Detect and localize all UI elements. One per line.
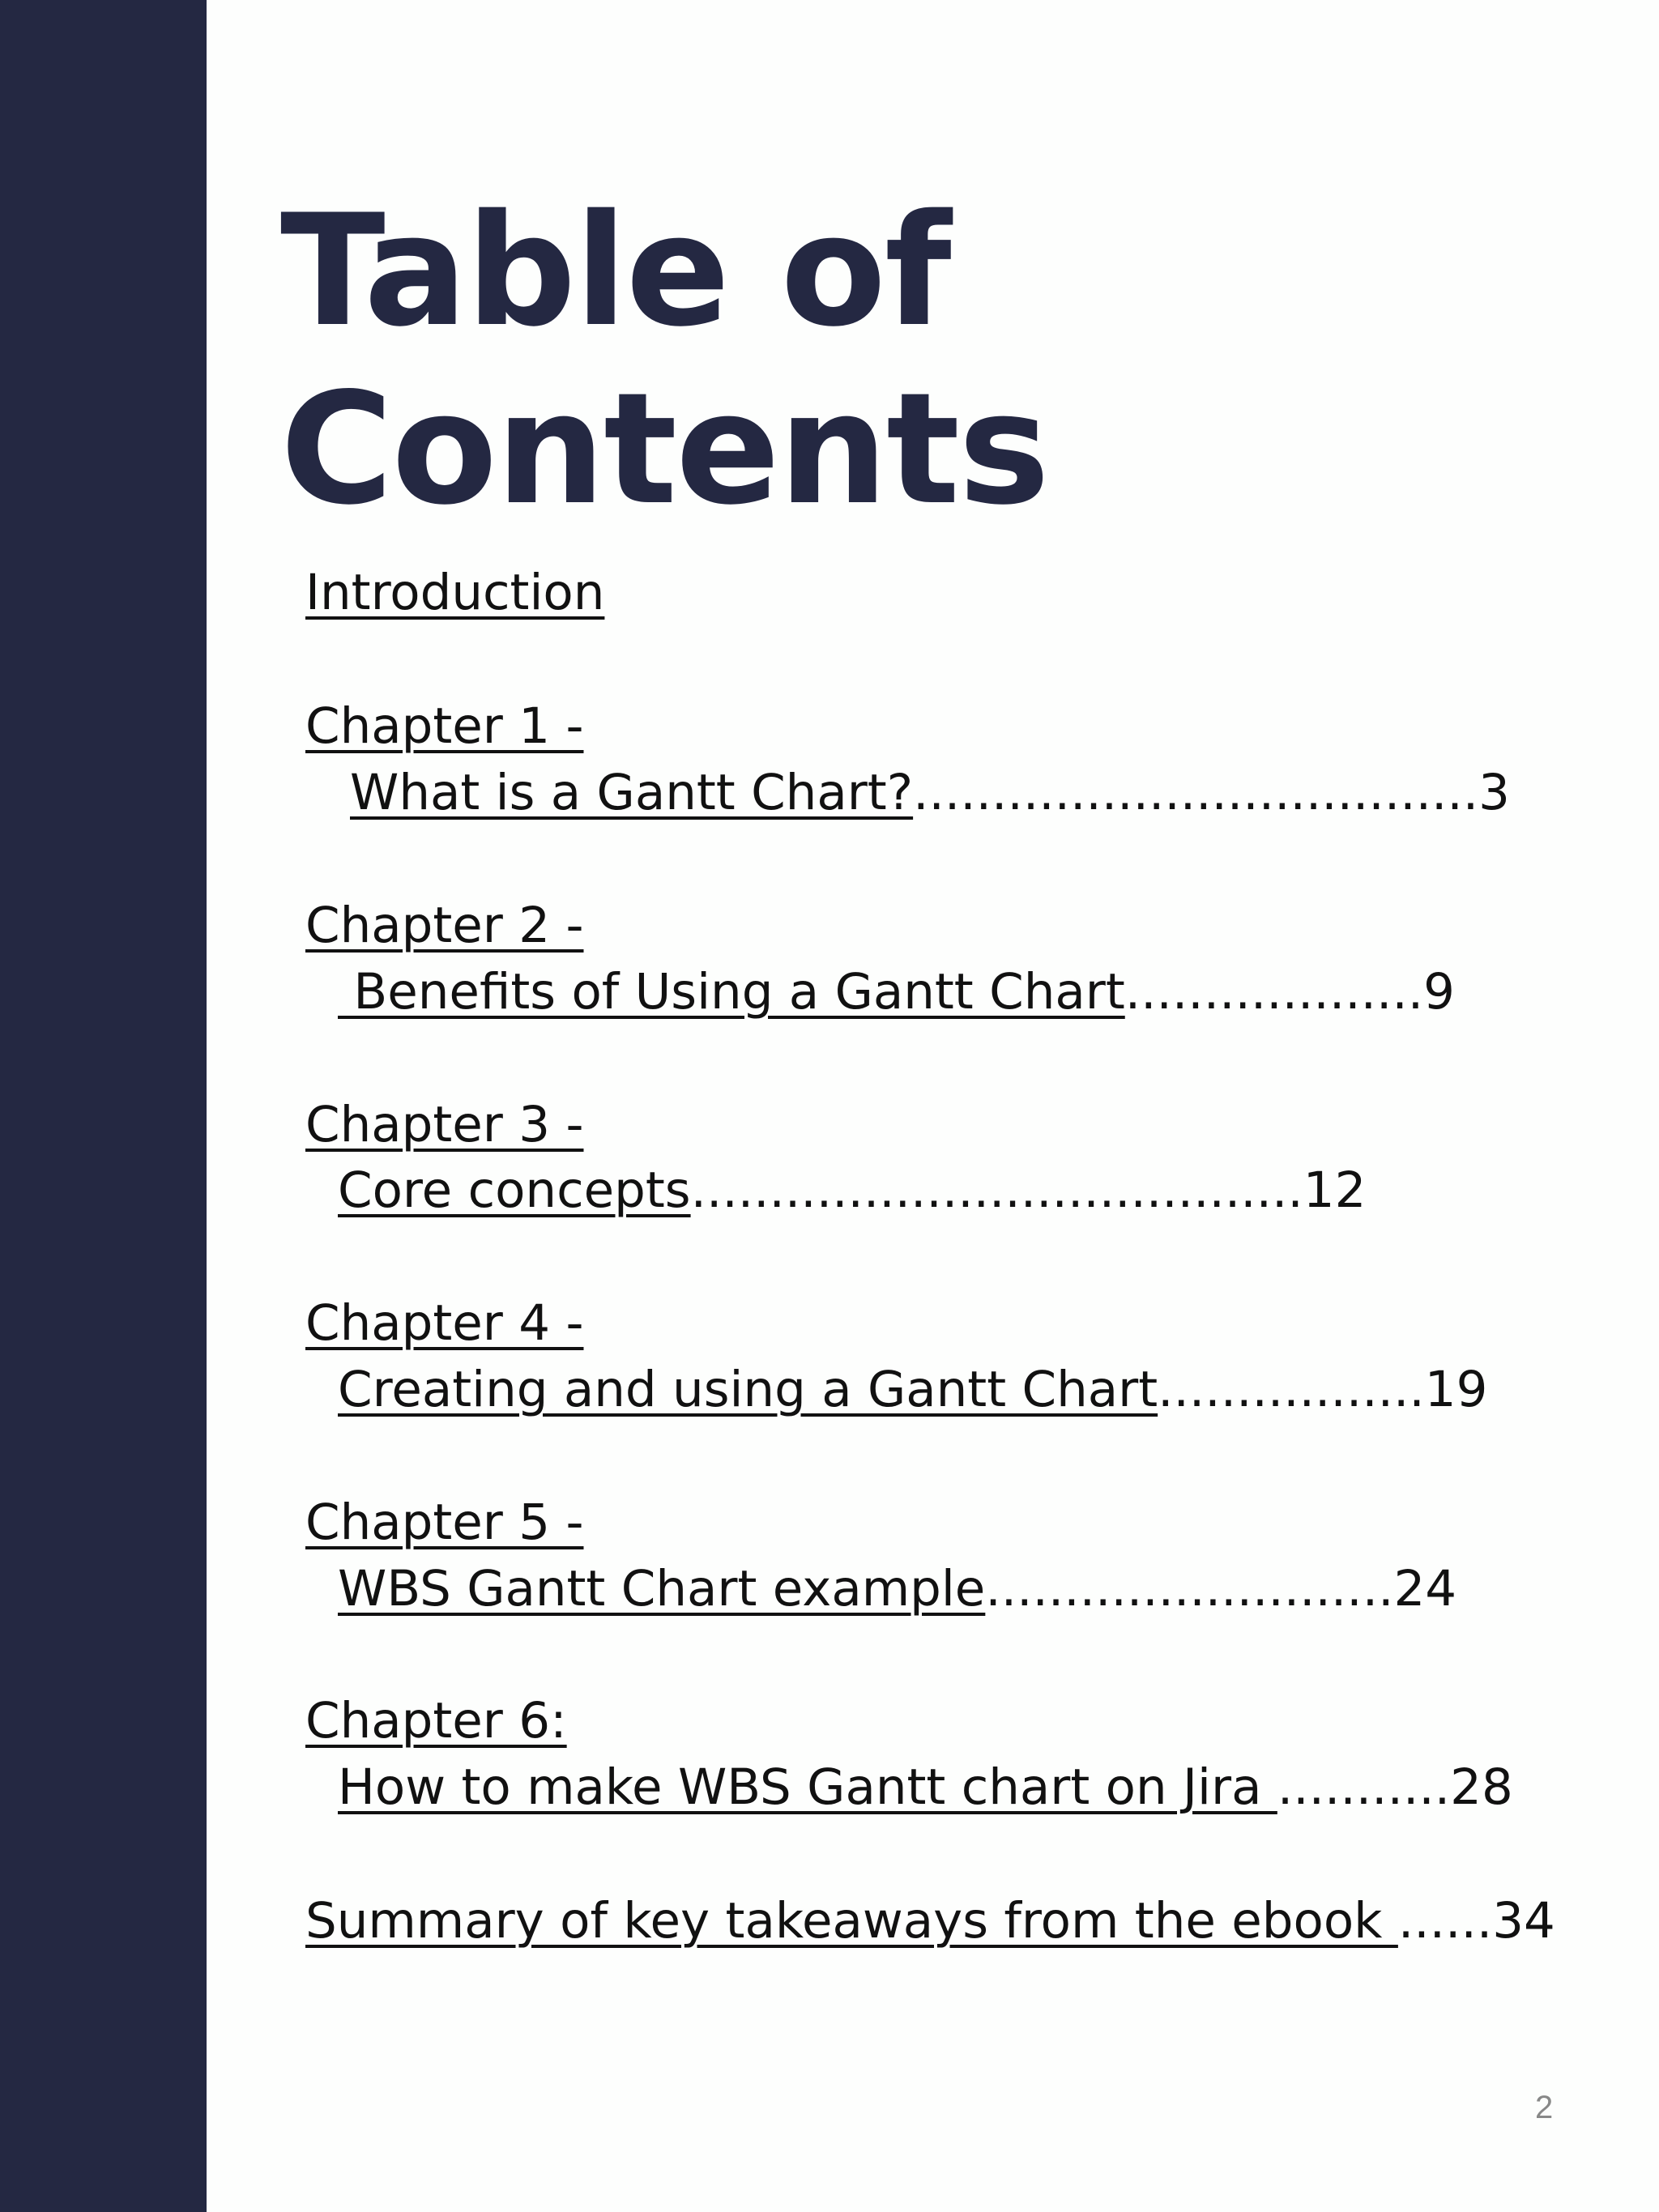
toc-chapter-1-heading[interactable] [305,694,583,759]
toc-chapter-5-heading[interactable] [305,1490,583,1555]
page-ref: 24 [1393,1560,1457,1617]
dot-leader: ........... [1277,1758,1451,1816]
toc-chapter-4-heading[interactable] [305,1291,583,1356]
page-ref: 9 [1423,963,1455,1021]
page-number: 2 [1535,2090,1554,2125]
chapter-title-link[interactable]: How to make WBS Gantt chart on Jira [338,1758,1277,1816]
chapter-title-link[interactable]: What is a Gantt Chart? [350,764,914,821]
chapter-heading[interactable]: Chapter 6: [305,1692,567,1750]
page-title [280,182,1048,539]
chapter-title-link[interactable]: Creating and using a Gantt Chart [338,1361,1158,1418]
dot-leader: ................. [1158,1361,1425,1418]
page-ref: 34 [1492,1892,1555,1950]
chapter-heading[interactable]: Chapter 2 - [305,897,584,954]
toc-chapter-6-heading[interactable] [305,1689,567,1754]
page-ref: 12 [1303,1161,1367,1219]
dot-leader: ................... [1124,963,1424,1021]
toc-introduction-link[interactable]: Introduction [305,564,605,621]
chapter-heading[interactable]: Chapter 1 - [305,697,584,755]
chapter-heading[interactable]: Chapter 3 - [305,1096,584,1153]
page-ref: 19 [1424,1361,1488,1418]
dot-leader: ...... [1397,1892,1493,1950]
toc-introduction[interactable] [305,560,604,625]
toc-chapter-5-entry[interactable] [338,1557,1456,1622]
toc-chapter-6-entry[interactable] [338,1755,1513,1820]
chapter-heading[interactable]: Chapter 4 - [305,1294,584,1352]
toc-chapter-3-entry[interactable] [338,1158,1366,1223]
chapter-title-link[interactable]: Benefits of Using a Gantt Chart [338,963,1125,1021]
chapter-heading[interactable]: Chapter 5 - [305,1494,584,1551]
toc-summary-entry[interactable] [305,1889,1555,1954]
toc-chapter-2-entry[interactable] [338,960,1455,1025]
page-ref: 3 [1478,764,1510,821]
chapter-title-link[interactable]: Core concepts [338,1161,691,1219]
dot-leader: .......................... [985,1560,1394,1617]
title-line-1: Table of [280,181,950,360]
sidebar-band [0,0,207,2212]
summary-title-link[interactable]: Summary of key takeaways from the ebook [305,1892,1398,1950]
page-ref: 28 [1450,1758,1513,1816]
toc-chapter-1-entry[interactable] [350,761,1510,825]
dot-leader: ....................................... [690,1161,1303,1219]
title-line-2: Contents [280,360,1049,539]
toc-chapter-4-entry[interactable] [338,1357,1487,1422]
toc-chapter-3-heading[interactable] [305,1093,583,1157]
chapter-title-link[interactable]: WBS Gantt Chart example [338,1560,986,1617]
toc-chapter-2-heading[interactable] [305,893,583,958]
dot-leader: .................................... [913,764,1479,821]
